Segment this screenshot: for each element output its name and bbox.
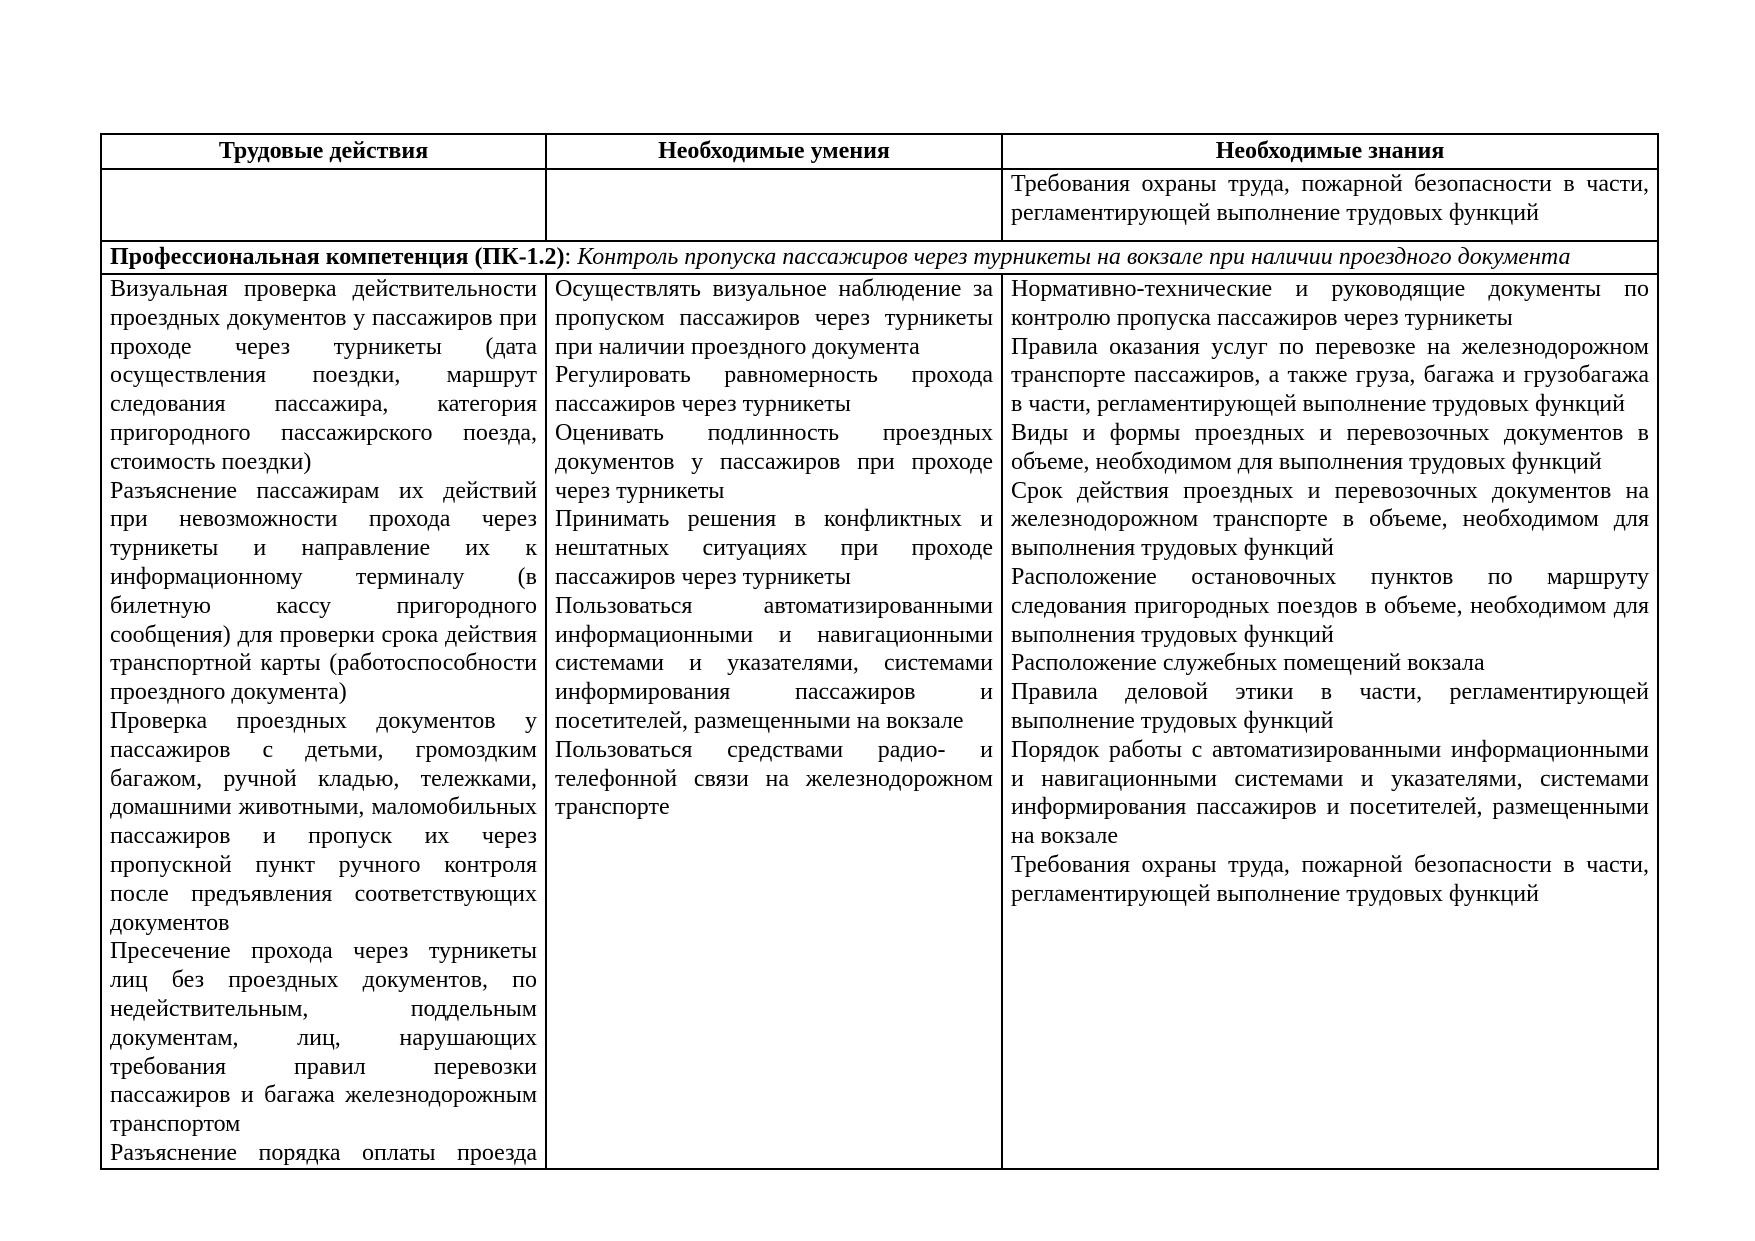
paragraph: Принимать решения в конфликтных и нештатных ситуациях при проходе пассажиров через турникеты xyxy=(555,506,993,590)
paragraph: Виды и формы проездных и перевозочных документов в объеме, необходимом для выполнения трудовых функций xyxy=(1011,419,1649,475)
labor-actions-cell xyxy=(101,274,546,1169)
paragraph: Оценивать подлинность проездных документов у пассажиров при проходе через турникеты xyxy=(555,419,993,504)
table-header-row xyxy=(101,134,1658,169)
paragraph: Проверка проездных документов у пассажиров с детьми, громоздким багажом, ручной кладью, тележками, домашними животными, маломобильных пассажиров и пропуск их через пропускной пункт ручного контроля после предъявления соответствующих документов xyxy=(110,707,537,936)
paragraph: Расположение служебных помещений вокзала xyxy=(1011,650,1485,677)
paragraph: Разъяснение порядка оплаты проезда xyxy=(110,1139,537,1166)
paragraph: Осуществлять визуальное наблюдение за пропуском пассажиров через турникеты при наличии проездного документа xyxy=(555,276,993,360)
competency-description: Контроль пропуска пассажиров через турникеты на вокзале при наличии проездного документа xyxy=(577,244,1571,270)
paragraph: Срок действия проездных и перевозочных документов на железнодорожном транспорте в объеме, необходимом для выполнения трудовых функций xyxy=(1011,477,1649,562)
header-labor-actions: Трудовые действия xyxy=(101,134,546,169)
competency-title: Профессиональная компетенция (ПК-1.2) xyxy=(110,244,565,270)
knowledge-cell xyxy=(1002,274,1658,1169)
header-skills: Необходимые умения xyxy=(546,134,1002,169)
paragraph: Пользоваться средствами радио- и телефонной связи на железнодорожном транспорте xyxy=(555,736,993,821)
paragraph: Пользоваться автоматизированными информационными и навигационными системами и указателями, системами информирования пассажиров и посетителей, размещенными на вокзале xyxy=(555,592,993,734)
carryover-labor-actions-cell xyxy=(101,169,546,241)
paragraph: Нормативно-технические и руководящие документы по контролю пропуска пассажиров через турникеты xyxy=(1011,276,1649,331)
paragraph: Правила деловой этики в части, регламентирующей выполнение трудовых функций xyxy=(1011,679,1649,734)
paragraph: Расположение остановочных пунктов по маршруту следования пригородных поездов в объеме, необходимом для выполнения трудовых функций xyxy=(1011,563,1649,648)
paragraph: Пресечение прохода через турникеты лиц без проездных документов, по недействительным, поддельным документам, лиц, нарушающих требования правил перевозки пассажиров и багажа железнодорожным транспортом xyxy=(110,938,537,1138)
competency-cell xyxy=(101,241,1658,274)
carryover-row xyxy=(101,169,1658,241)
knowledge-paragraph: Требования охраны труда, пожарной безопасности в части, регламентирующей выполнение трудовых функций xyxy=(1011,171,1649,226)
competency-row xyxy=(101,241,1658,274)
paragraph: Визуальная проверка действительности проездных документов у пассажиров при проходе через турникеты (дата осуществления поездки, маршрут следования пассажира, категория пригородного пассажирского поезда, стоимость поездки) xyxy=(110,276,537,475)
competency-table xyxy=(100,133,1659,1170)
paragraph: Разъяснение пассажирам их действий при невозможности прохода через турникеты и направление их к информационному терминалу (в билетную кассу пригородного сообщения) для проверки срока действия транспортной карты (работоспособности проездного документа) xyxy=(110,477,537,706)
carryover-knowledge-cell xyxy=(1002,169,1658,241)
skills-cell xyxy=(546,274,1002,1169)
paragraph: Правила оказания услуг по перевозке на железнодорожном транспорте пассажиров, а также груза, багажа и грузобагажа в части, регламентирующей выполнение трудовых функций xyxy=(1011,333,1649,418)
competency-separator: : xyxy=(564,244,578,270)
carryover-skills-cell xyxy=(546,169,1002,241)
body-row xyxy=(101,274,1658,1169)
header-knowledge: Необходимые знания xyxy=(1002,134,1658,169)
paragraph: Регулировать равномерность прохода пассажиров через турникеты xyxy=(555,362,993,418)
paragraph: Требования охраны труда, пожарной безопасности в части, регламентирующей выполнение трудовых функций xyxy=(1011,851,1649,907)
paragraph: Порядок работы с автоматизированными информационными и навигационными системами и указателями, системами информирования пассажиров и посетителей, размещенными на вокзале xyxy=(1011,736,1649,850)
